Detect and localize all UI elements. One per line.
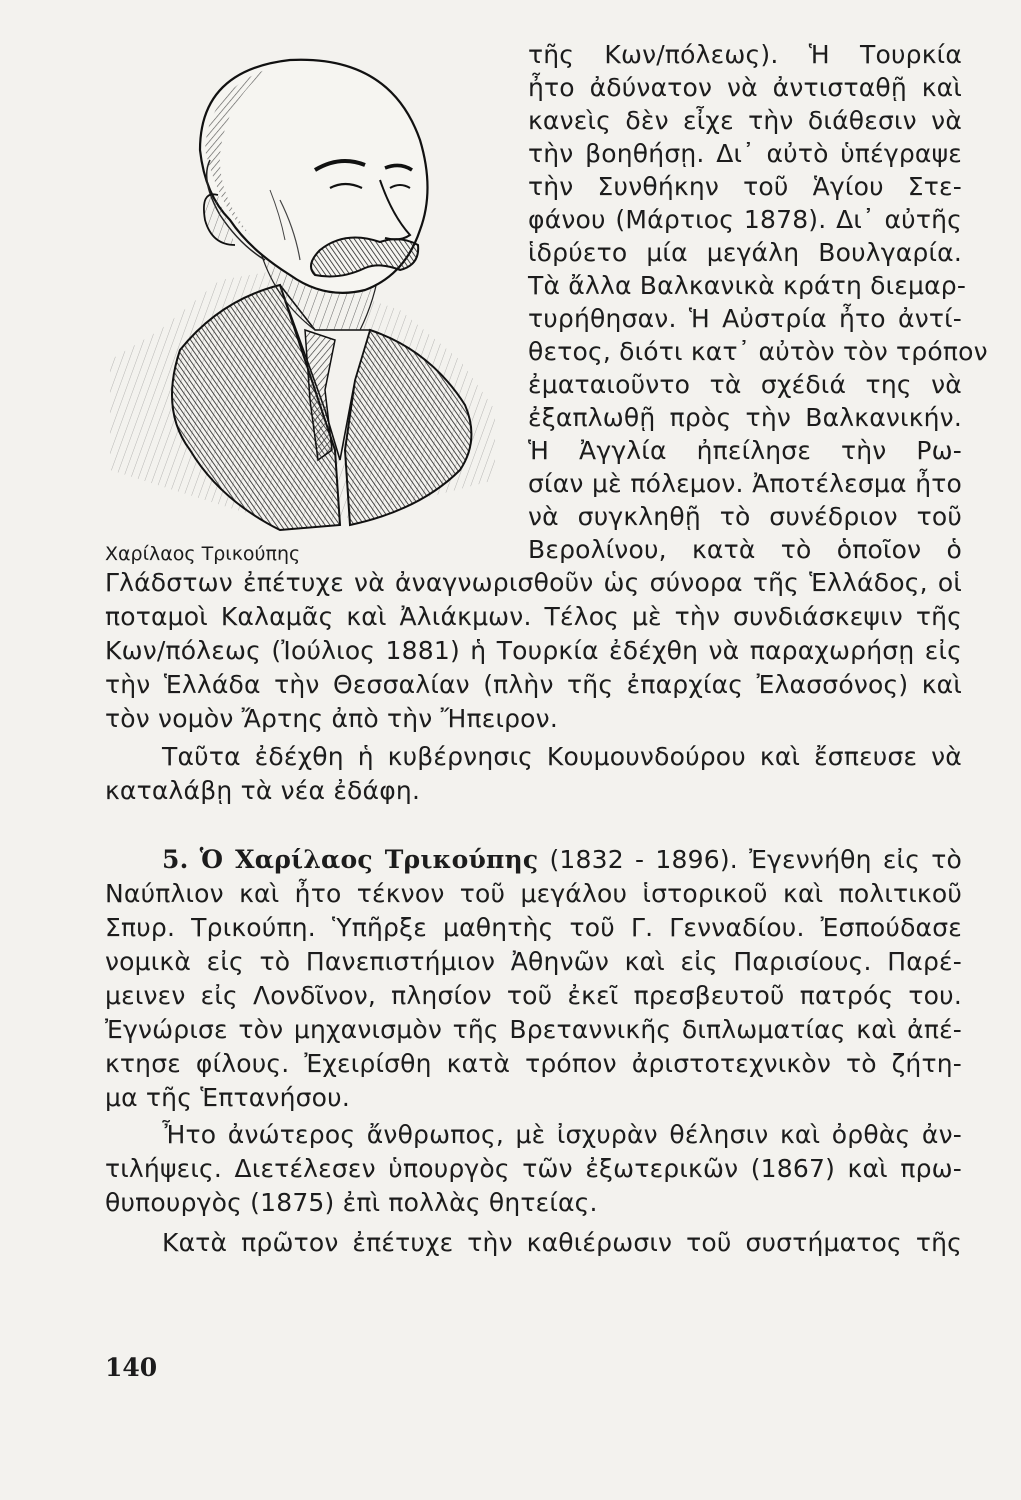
text-line: σίαν μὲ πόλεμον. Ἀποτέλεσμα ἦτο <box>528 469 962 498</box>
text-line: Σπυρ. Τρικούπη. Ὑπῆρξε μαθητὴς τοῦ Γ. Γενναδίου. Ἐσπούδασε <box>105 913 962 942</box>
text-line: τὴν Ἑλλάδα τὴν Θεσσαλίαν (πλὴν τῆς ἐπαρχίας Ἐλασσόνος) καὶ <box>105 670 962 699</box>
text-line: κανεὶς δὲν εἶχε τὴν διάθεσιν νὰ <box>528 106 962 135</box>
text-line: τιλήψεις. Διετέλεσεν ὑπουργὸς τῶν ἐξωτερικῶν (1867) καὶ πρω- <box>105 1154 962 1183</box>
text-line: Κατὰ πρῶτον ἐπέτυχε τὴν καθιέρωσιν τοῦ συστήματος τῆς <box>162 1228 962 1257</box>
text-line: θετος, διότι κατ᾽ αὐτὸν τὸν τρόπον <box>528 337 988 366</box>
section-heading-rest: (1832 - 1896). Ἐγεννήθη εἰς τὸ <box>549 845 962 874</box>
text-line: κτησε φίλους. Ἐχειρίσθη κατὰ τρόπον ἀριστοτεχνικὸν τὸ ζήτη- <box>105 1049 962 1078</box>
text-line: μεινεν εἰς Λονδῖνον, πλησίον τοῦ ἐκεῖ πρεσβευτοῦ πατρός του. <box>105 981 962 1010</box>
text-line: Γλάδστων ἐπέτυχε νὰ ἀναγνωρισθοῦν ὡς σύνορα τῆς Ἑλλάδος, οἱ <box>105 568 962 597</box>
text-line: Ἐγνώρισε τὸν μηχανισμὸν τῆς Βρεταννικῆς διπλωματίας καὶ ἀπέ- <box>105 1015 962 1044</box>
page-number: 140 <box>105 1353 158 1382</box>
text-line: μα τῆς Ἑπτανήσου. <box>105 1083 350 1112</box>
text-line: θυπουργὸς (1875) ἐπὶ πολλὰς θητείας. <box>105 1188 598 1217</box>
text-line: Βερολίνου, κατὰ τὸ ὁποῖον ὁ <box>528 535 962 564</box>
section-heading <box>162 843 962 877</box>
text-line: ἐξαπλωθῇ πρὸς τὴν Βαλκανικήν. <box>528 403 962 432</box>
text-line: νομικὰ εἰς τὸ Πανεπιστήμιον Ἀθηνῶν καὶ εἰς Παρισίους. Παρέ- <box>105 947 962 976</box>
text-line: φάνου (Μάρτιος 1878). Δι᾽ αὐτῆς <box>528 205 962 234</box>
text-line: τὴν βοηθήσῃ. Δι᾽ αὐτὸ ὑπέγραψε <box>528 139 962 168</box>
portrait-caption: Χαρίλαος Τρικούπης <box>105 543 301 565</box>
text-line: Ἦτο ἀνώτερος ἄνθρωπος, μὲ ἰσχυρὰν θέλησιν καὶ ὀρθὰς ἀν- <box>162 1120 962 1149</box>
text-line: Ταῦτα ἐδέχθη ἡ κυβέρνησις Κουμουνδούρου καὶ ἔσπευσε νὰ <box>162 742 962 771</box>
text-line: ποταμοὶ Καλαμᾶς καὶ Ἀλιάκμων. Τέλος μὲ τὴν συνδιάσκεψιν τῆς <box>105 602 962 631</box>
text-line: Ναύπλιον καὶ ἦτο τέκνον τοῦ μεγάλου ἱστορικοῦ καὶ πολιτικοῦ <box>105 879 962 908</box>
section-title: Ὁ Χαρίλαος Τρικούπης <box>199 845 539 874</box>
text-line: τυρήθησαν. Ἡ Αὐστρία ἦτο ἀντί- <box>528 304 962 333</box>
section-number: 5. <box>162 845 189 874</box>
text-line: τὸν νομὸν Ἄρτης ἀπὸ τὴν Ἤπειρον. <box>105 704 558 733</box>
portrait-engraving <box>100 30 500 540</box>
text-line: Κων/πόλεως (Ἰούλιος 1881) ἡ Τουρκία ἐδέχθη νὰ παραχωρήσῃ εἰς <box>105 636 962 665</box>
text-line: τὴν Συνθήκην τοῦ Ἁγίου Στε- <box>528 172 962 201</box>
text-line: ἦτο ἀδύνατον νὰ ἀντισταθῇ καὶ <box>528 73 962 102</box>
text-line: ἐματαιοῦντο τὰ σχέδιά της νὰ <box>528 370 962 399</box>
text-line: Τὰ ἄλλα Βαλκανικὰ κράτη διεμαρ- <box>528 271 967 300</box>
text-line: ἱδρύετο μία μεγάλη Βουλγαρία. <box>528 238 962 267</box>
text-line: καταλάβῃ τὰ νέα ἐδάφη. <box>105 776 421 805</box>
text-line: νὰ συγκληθῇ τὸ συνέδριον τοῦ <box>528 502 962 531</box>
text-line: τῆς Κων/πόλεως). Ἡ Τουρκία <box>528 40 962 69</box>
text-line: Ἡ Ἀγγλία ἠπείλησε τὴν Ρω- <box>528 436 962 465</box>
